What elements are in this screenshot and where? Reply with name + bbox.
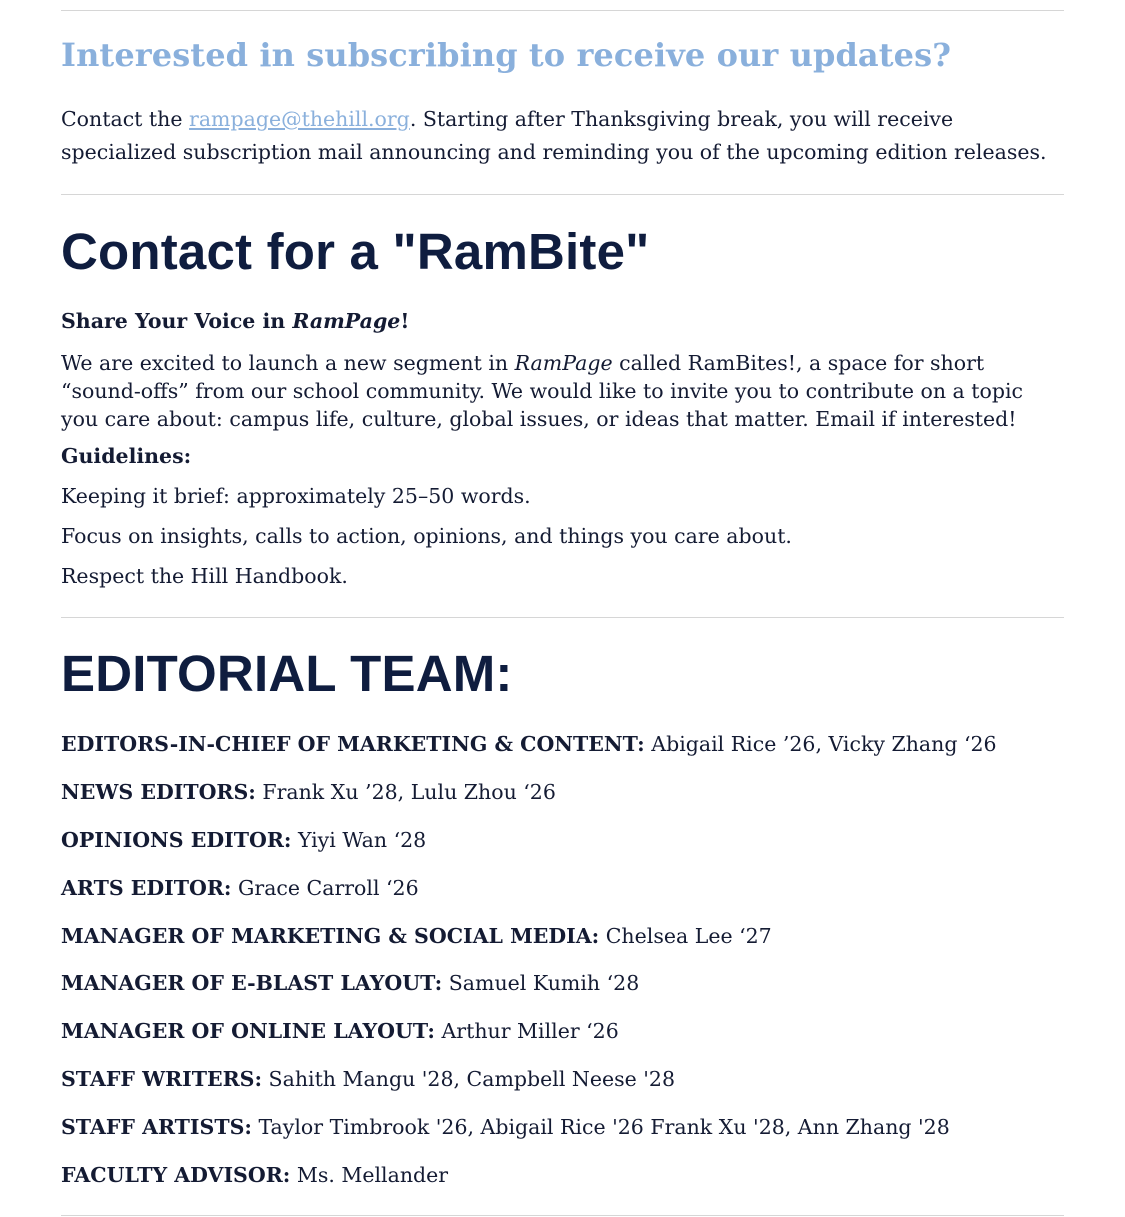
team-names: Taylor Timbrook '26, Abigail Rice '26 Frank Xu '28, Ann Zhang '28 <box>251 1115 950 1139</box>
share-italic: RamPage <box>292 309 401 333</box>
team-role: STAFF WRITERS: <box>61 1067 263 1091</box>
team-role: STAFF ARTISTS: <box>61 1115 252 1139</box>
team-row-news-editors <box>61 780 556 804</box>
team-row-editors-in-chief <box>61 732 997 756</box>
team-names: Arthur Miller ‘26 <box>434 1019 619 1043</box>
rambite-intro <box>61 349 1064 433</box>
team-names: Chelsea Lee ‘27 <box>599 924 772 948</box>
share-voice-heading <box>61 309 409 333</box>
team-role: OPINIONS EDITOR: <box>61 828 292 852</box>
team-names: Sahith Mangu '28, Campbell Neese '28 <box>262 1067 675 1091</box>
guideline-item: Respect the Hill Handbook. <box>61 564 348 588</box>
team-role: ARTS EDITOR: <box>61 876 232 900</box>
editorial-heading: EDITORIAL TEAM: <box>61 645 513 702</box>
team-role: MANAGER OF E-BLAST LAYOUT: <box>61 971 443 995</box>
team-row-faculty-advisor <box>61 1163 448 1187</box>
intro-before: We are excited to launch a new segment in <box>61 351 515 375</box>
team-row-staff-writers <box>61 1067 675 1091</box>
team-role: MANAGER OF MARKETING & SOCIAL MEDIA: <box>61 924 600 948</box>
divider <box>61 617 1064 618</box>
team-row-staff-artists <box>61 1115 950 1139</box>
team-names: Yiyi Wan ‘28 <box>291 828 427 852</box>
share-suffix: ! <box>400 309 410 333</box>
intro-after: called RamBites!, a space for short “sound-offs” from our school community. We would like to invite you to contribute on a topic you care about: campus life, culture, global issues, or ideas that matter. Email if interested! <box>61 351 1024 431</box>
subscribe-text-before: Contact the <box>61 107 190 131</box>
team-names: Abigail Rice ’26, Vicky Zhang ‘26 <box>644 732 997 756</box>
divider <box>61 194 1064 195</box>
team-role: EDITORS-IN-CHIEF OF MARKETING & CONTENT: <box>61 732 645 756</box>
divider <box>61 10 1064 11</box>
team-row-online-layout-manager <box>61 1019 619 1043</box>
divider <box>61 1215 1064 1216</box>
subscribe-paragraph <box>61 103 1064 169</box>
subscribe-heading: Interested in subscribing to receive our updates? <box>61 36 952 74</box>
team-row-eblast-manager <box>61 971 639 995</box>
team-row-arts-editor <box>61 876 419 900</box>
team-names: Samuel Kumih ‘28 <box>442 971 640 995</box>
guidelines-label: Guidelines: <box>61 444 192 468</box>
guideline-item: Keeping it brief: approximately 25–50 words. <box>61 484 531 508</box>
team-names: Ms. Mellander <box>290 1163 449 1187</box>
rambite-heading: Contact for a "RamBite" <box>61 223 650 280</box>
team-role: MANAGER OF ONLINE LAYOUT: <box>61 1019 435 1043</box>
guideline-item: Focus on insights, calls to action, opinions, and things you care about. <box>61 524 792 548</box>
team-names: Frank Xu ’28, Lulu Zhou ‘26 <box>255 780 556 804</box>
team-role: NEWS EDITORS: <box>61 780 256 804</box>
intro-italic: RamPage <box>514 351 613 375</box>
team-row-opinions-editor <box>61 828 426 852</box>
team-row-marketing-manager <box>61 924 772 948</box>
team-names: Grace Carroll ‘26 <box>231 876 419 900</box>
team-role: FACULTY ADVISOR: <box>61 1163 291 1187</box>
subscribe-text-after: . Starting after Thanksgiving break, you will receive specialized subscription mail announcing and reminding you of the upcoming edition releases. <box>61 107 1047 164</box>
share-prefix: Share Your Voice in <box>61 309 293 333</box>
email-link[interactable]: rampage@thehill.org <box>189 107 410 131</box>
